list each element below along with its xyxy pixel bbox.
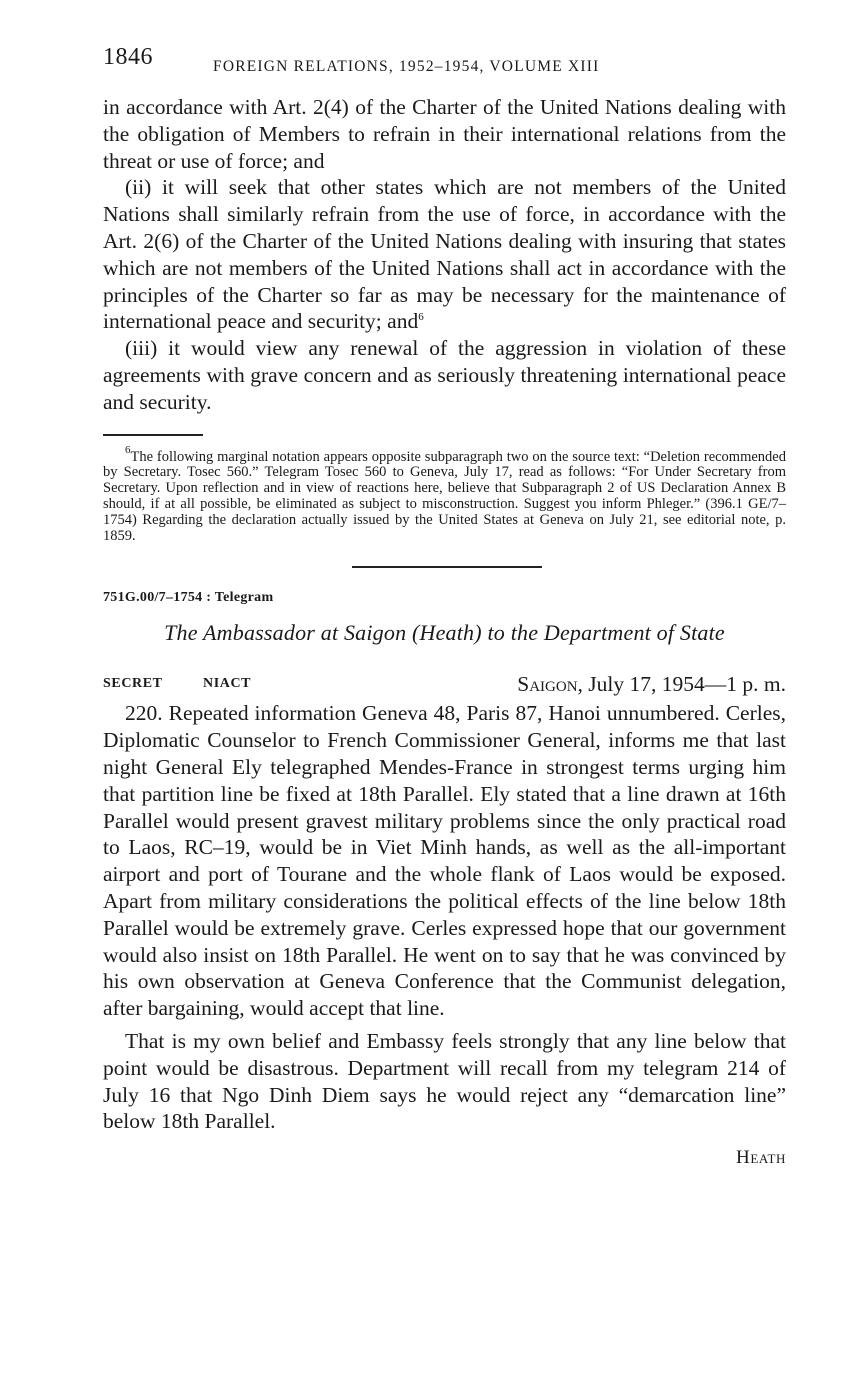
running-title: FOREIGN RELATIONS, 1952–1954, VOLUME XIII bbox=[213, 58, 600, 75]
document-heading: The Ambassador at Saigon (Heath) to the Department of State bbox=[164, 620, 725, 646]
footnote bbox=[103, 443, 786, 545]
subparagraph-ii bbox=[103, 174, 786, 335]
section-divider bbox=[352, 566, 542, 568]
page-header bbox=[103, 44, 786, 84]
footnote-divider bbox=[103, 434, 203, 436]
file-reference: 751G.00/7–1754 : Telegram bbox=[103, 590, 274, 606]
footnote-marker: 6 bbox=[125, 443, 131, 456]
dateline bbox=[517, 672, 786, 697]
subparagraph-ii-text: (ii) it will seek that other states which are not members of the United Nations shall similarly refrain from the use of force, in accordance with the Art. 2(6) of the Charter of the United Nations dealing with insuring that states which are not members of the United Nations shall act in accordance with the principles of the Charter so far as may be necessary for the maintenance of international peace and security; and bbox=[103, 175, 786, 334]
continuation-paragraph: in accordance with Art. 2(4) of the Charter of the United Nations dealing with the obligation of Members to refrain in their international relations from the threat or use of force; and bbox=[103, 95, 786, 173]
telegram-paragraph-1: 220. Repeated information Geneva 48, Paris 87, Hanoi unnumbered. Cerles, Diplomatic Counselor to French Commissioner General, informs me that last night General Ely telegraphed Mendes-France in strongest terms urging him that partition line be fixed at 18th Parallel. Ely stated that a line drawn at 16th Parallel would present gravest military problems since the only practical road to Laos, RC–19, would be in Viet Minh hands, as well as the all-important airport and port of Tourane and the whole flank of Laos would be exposed. Apart from military considerations the political effects of the line below 18th Parallel would be extremely grave. Cerles expressed hope that our government would also insist on 18th Parallel. He went on to say that he was convinced by his own observation at Geneva Conference that the Communist delegation, after bargaining, would accept that line. bbox=[103, 701, 786, 1021]
page-number: 1846 bbox=[103, 44, 153, 70]
classification-line bbox=[103, 672, 786, 700]
dateline-date: , July 17, 1954—1 p. m. bbox=[577, 672, 786, 697]
footnote-reference: 6 bbox=[418, 311, 424, 324]
classification-label: SECRET bbox=[103, 676, 163, 692]
precedence-label: NIACT bbox=[203, 676, 252, 692]
signature: Heath bbox=[736, 1147, 786, 1169]
page-body bbox=[103, 94, 786, 1169]
telegram-paragraph-2: That is my own belief and Embassy feels strongly that any line below that point would be disastrous. Department will recall from my telegram 214 of July 16 that Ngo Dinh Diem says he would reject any “demarcation line” below 18th Parallel. bbox=[103, 1028, 786, 1134]
footnote-text: The following marginal notation appears opposite subparagraph two on the source text: “Deletion recommended by Secretary. Tosec 560.” Telegram Tosec 560 to Geneva, July 17, read as follows: “For Under Secretary from Secretary. Upon reflection and in view of reactions here, believe that Subparagraph 2 of US Declaration Annex B should, if at all possible, be eliminated as subject to misconstruction. Suggest you inform Phleger.” (396.1 GE/7–1754) Regarding the declaration actually issued by the United States at Geneva on July 21, see editorial note, p. 1859. bbox=[103, 448, 786, 544]
dateline-place: Saigon bbox=[517, 672, 578, 697]
subparagraph-iii: (iii) it would view any renewal of the aggression in violation of these agreements with grave concern and as seriously threatening international peace and security. bbox=[103, 336, 786, 414]
